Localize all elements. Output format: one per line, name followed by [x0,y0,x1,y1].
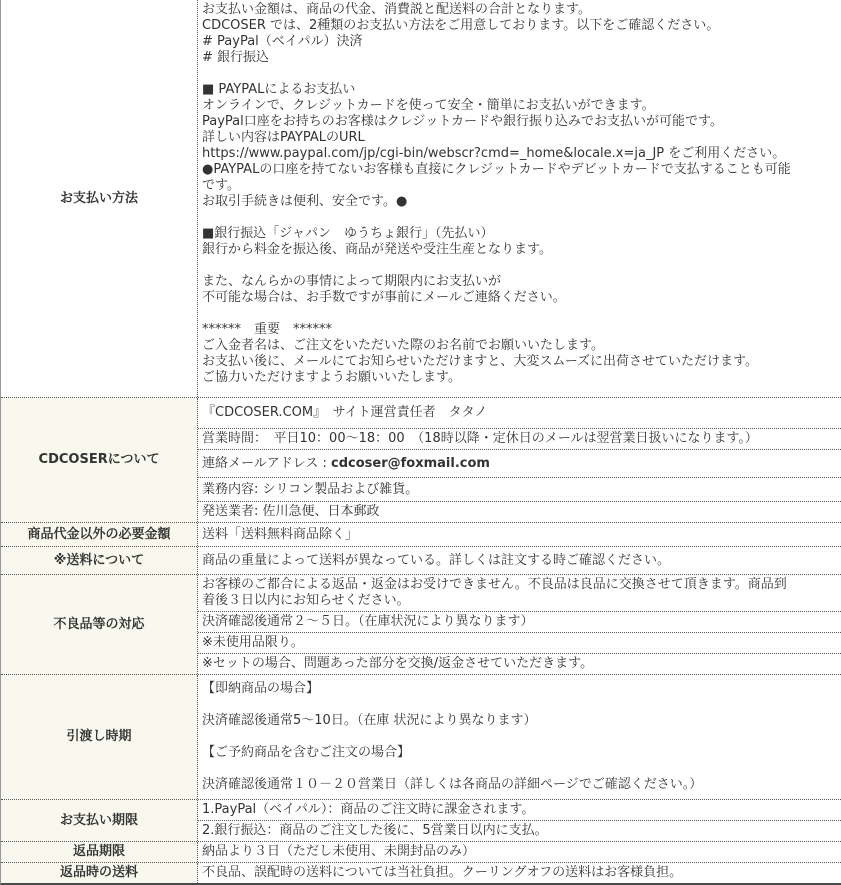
text-line [202,210,837,226]
text-line: ****** 重要 ****** [202,322,333,337]
text-line: ご入金者名は、ご注文をいただいた際のお名前でお願いいたします。 [202,338,604,353]
header-about-shipping [1,547,198,574]
header-return-deadline-label: 返品期限 [72,844,125,859]
header-extra-charges [1,523,198,546]
header-delivery-time [1,675,198,799]
text-line: 不良品、誤配時の送料については当社負担。クーリングオフの送料はお客様負担。 [202,865,683,880]
text-line: お客様のご都合による返品・返金はお受けできません。不良品は良品に交換させて頂きます。商品到 [202,577,787,592]
text-line: ■銀行振込「ジャパン ゆうちょ銀行」（先払い） [202,226,494,241]
text-line: 不可能な場合は、お手数ですが事前にメールご連絡ください。 [202,290,566,305]
text-line: 商品の重量によって送料が異なっている。詳しくは註文する時ご確認ください。 [202,552,671,568]
contact-email: cdcoser@foxmail.com [331,455,490,471]
bank-deadline-row [198,820,841,841]
header-about-cdcoser [1,398,198,522]
text-line: です。 [202,178,240,193]
text-line [202,697,837,713]
text-line: 着後３日以内にお知らせください。 [202,593,410,608]
row-about-shipping [1,546,841,574]
text-line [202,761,837,777]
payment-method-text [198,0,841,397]
text-line: ■ PAYPALによるお支払い [202,82,356,97]
header-return-shipping [1,863,198,883]
text-line: PayPal口座をお持ちのお客様はクレジットカードや銀行振り込みでお支払いが可能です。 [202,114,723,129]
text-line: 詳しい内容はPAYPALのURL [202,130,365,145]
cell-payment-method [198,0,841,397]
header-payment-method-label: お支払い方法 [59,190,138,206]
header-about-cdcoser-label: CDCOSERについて [38,452,160,467]
contact-email-row [198,449,841,477]
header-defective-items-label: 不良品等の対応 [53,616,145,632]
text-line: また、なんらかの事情によって期限内にお支払いが [202,274,502,289]
row-extra-charges [1,522,841,546]
site-operator-row [198,398,841,428]
header-payment-deadline-label: お支払い期限 [59,812,138,828]
cell-return-deadline [198,842,841,862]
row-delivery-time [1,674,841,799]
text-line: 決済確認後通常１０－２０営業日（詳しくは各商品の詳細ページでご確認ください。） [202,777,703,792]
text-line: # PayPal（ベイパル）決済 [202,34,363,49]
unused-only-row [198,632,841,653]
text-line: ※セットの場合、問題あった部分を交換/返金させていただきます。 [202,656,594,671]
text-line: お支払い金額は、商品の代金、消費説と配送料の合計となります。 [202,2,591,17]
header-return-shipping-label: 返品時の送料 [59,865,138,880]
extra-charges-text [198,523,841,546]
contact-email-line [202,456,837,472]
row-return-deadline [1,841,841,862]
text-line: 業務内容: シリコン製品および雑貨。 [202,481,419,497]
header-payment-deadline [1,800,198,841]
text-line: 『CDCOSER.COM』 サイト運営責任者 タタノ [202,405,488,420]
set-exchange-row [198,653,841,674]
text-line: ※未使用品限り。 [202,635,304,650]
paypal-deadline-row [198,800,841,820]
cell-extra-charges [198,523,841,546]
text-line [202,729,837,745]
contact-email-label: 連絡メールアドレス : [202,455,331,471]
cell-about-shipping [198,547,841,574]
header-defective-items [1,575,198,674]
text-line [202,66,837,82]
text-line: お支払い後に、メールにてお知らせいただけますと、大変スムーズに出荷させていただけます。 [202,354,759,369]
text-line: 1.PayPal（ベイパル）：商品のご注文時に課金されます。 [202,802,535,817]
text-line: 銀行から料金を振込後、商品が発送や受注生産となります。 [202,242,552,257]
cell-return-shipping [198,863,841,883]
cell-delivery-time [198,675,841,799]
row-payment-deadline [1,799,841,841]
return-shipping-text [198,863,841,883]
text-line: CDCOSER では、2種類のお支払い方法をご用意しております。以下をご確認ください。 [202,18,720,33]
header-payment-method [1,0,198,397]
shipping-carrier-row [198,501,841,522]
about-shipping-text [198,547,841,574]
text-line: 納品より３日（ただし未使用、未開封品のみ） [202,844,476,859]
cell-defective-items [198,575,841,674]
text-line: ご協力いただけますようお願いいたします。 [202,370,461,385]
text-line: 【ご予約商品を含むご注文の場合】 [202,745,411,760]
header-return-deadline [1,842,198,862]
text-line: ●PAYPALの口座を持てないお客様も直接にクレジットカードやデビットカードで支払することも可能 [202,162,791,177]
text-line: # 銀行振込 [202,50,270,65]
text-line: 発送業者: 佐川急便、日本郵政 [202,504,380,519]
text-line [202,306,837,322]
business-hours-row [198,428,841,449]
delivery-time-text [198,675,841,799]
text-line: お取引手続きは便利、安全です。● [202,194,408,209]
row-defective-items [1,574,841,674]
text-line: 送料「送料無料商品除く」 [202,526,359,542]
text-line: 営業時間： 平日10：00～18：00 （18時以降・定休日のメールは翌営業日扱いになります。） [202,431,758,446]
row-about-cdcoser [1,397,841,522]
text-line: 決済確認後通常5～10日。（在庫 状況により異なります） [202,713,537,728]
header-about-shipping-label: ※送料について [53,552,145,568]
text-line: 2.銀行振込：商品のご注文した後に、5営業日以内に支払。 [202,823,548,838]
header-delivery-time-label: 引渡し時期 [66,729,132,744]
text-line: 【即納商品の場合】 [202,681,320,696]
row-payment-method [1,0,841,397]
text-line [202,258,837,274]
row-return-shipping [1,862,841,883]
defective-processing-time-row [198,611,841,632]
cell-payment-deadline [198,800,841,841]
text-line: オンラインで、クレジットカードを使って安全・簡単にお支払いができます。 [202,98,655,113]
return-deadline-text [198,842,841,862]
text-line: 決済確認後通常２～５日。（在庫状況により異なります） [202,614,534,629]
cell-about-cdcoser [198,398,841,522]
text-line: https://www.paypal.com/jp/cgi-bin/webscr?cmd=_home&locale.x=ja_JP をご利用ください。 [202,146,786,161]
defective-policy-row [198,575,841,611]
header-extra-charges-label: 商品代金以外の必要金額 [27,526,171,542]
business-content-row [198,477,841,501]
